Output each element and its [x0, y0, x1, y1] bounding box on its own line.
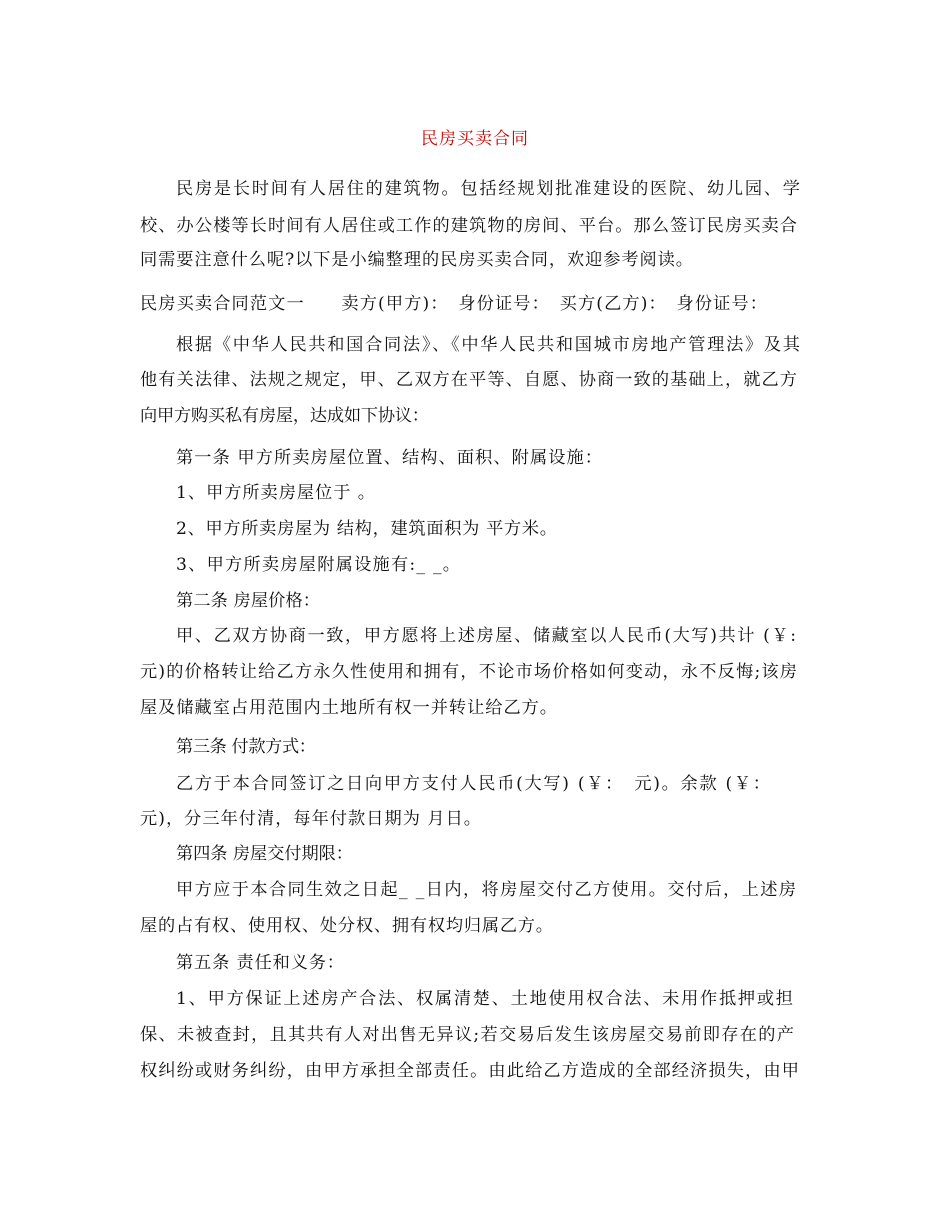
body-line: 同需要注意什么呢?以下是小编整理的民房买卖合同，欢迎参考阅读。: [140, 250, 694, 270]
body-line: 权纠纷或财务纠纷，由甲方承担全部责任。由此给乙方造成的全部经济损失，由甲: [140, 1061, 801, 1081]
body-line: 第五条 责任和义务：: [176, 953, 345, 973]
body-line: 甲、乙双方协商一致，甲方愿将上述房屋、储藏室以人民币(大写)共计 (￥:: [176, 626, 798, 646]
body-line: 屋的占有权、使用权、处分权、拥有权均归属乙方。: [140, 916, 554, 936]
body-line: 2、甲方所卖房屋为 结构，建筑面积为 平方米。: [176, 519, 558, 539]
document-title: 民房买卖合同: [421, 129, 529, 149]
body-line: 甲方应于本合同生效之日起_ _日内，将房屋交付乙方使用。交付后，上述房: [176, 880, 798, 900]
body-line: 民房是长时间有人居住的建筑物。包括经规划批准建设的医院、幼儿园、学: [176, 179, 802, 199]
body-line: 第四条 房屋交付期限：: [176, 844, 353, 864]
body-line: 第三条 付款方式：: [176, 737, 316, 757]
body-line: 元)的价格转让给乙方永久性使用和拥有，不论市场价格如何变动，永不反悔;该房: [140, 662, 799, 682]
body-line: 第一条 甲方所卖房屋位置、结构、面积、附属设施：: [176, 448, 604, 468]
body-line: 民房买卖合同范文一 卖方(甲方)： 身份证号： 买方(乙方)： 身份证号：: [140, 294, 769, 314]
body-line: 向甲方购买私有房屋，达成如下协议：: [140, 406, 429, 426]
body-line: 第二条 房屋价格：: [176, 591, 321, 611]
body-line: 他有关法律、法规之规定，甲、乙双方在平等、自愿、协商一致的基础上，就乙方: [140, 370, 799, 390]
body-line: 根据《中华人民共和国合同法》、《中华人民共和国城市房地产管理法》及其: [176, 335, 802, 355]
body-line: 校、办公楼等长时间有人居住或工作的建筑物的房间、平台。那么签订民房买卖合: [140, 216, 799, 236]
body-line: 1、甲方保证上述房产合法、权属清楚、土地使用权合法、未用作抵押或担: [176, 989, 795, 1009]
body-line: 屋及储藏室占用范围内土地所有权一并转让给乙方。: [140, 698, 558, 718]
body-line: 1、甲方所卖房屋位于 。: [176, 483, 376, 503]
body-line: 元)，分三年付清，每年付款日期为 月日。: [140, 809, 483, 829]
body-line: 乙方于本合同签订之日向甲方支付人民币(大写) (￥： 元)。余款 (￥：: [176, 774, 772, 794]
body-line: 保、未被查封，且其共有人对出售无异议;若交易后发生该房屋交易前即存在的产: [140, 1025, 796, 1045]
body-line: 3、甲方所卖房屋附属设施有:_ _。: [176, 555, 462, 575]
